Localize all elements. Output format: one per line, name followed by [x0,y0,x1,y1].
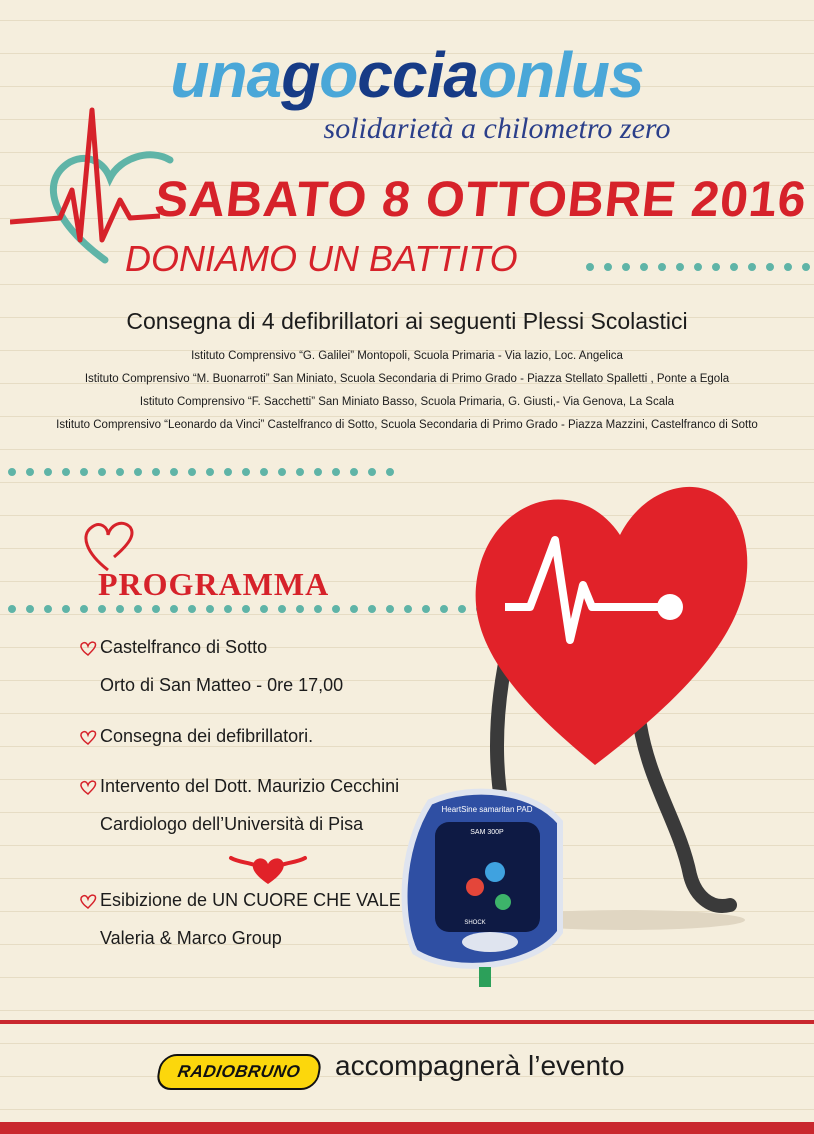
heart-bullet-icon [78,779,98,795]
logo-part-onlus: onlus [477,39,644,111]
programma-item-line1: Castelfranco di Sotto [100,637,268,657]
logo-part-g: g [281,39,320,111]
device-model-label: SAM 300P [470,829,504,836]
programma-item-line2: Orto di San Matteo - 0re 17,00 [100,675,344,695]
device-button-label: SHOCK [464,920,486,926]
logo-part-una: una [170,39,282,111]
programma-item-line1: Esibizione de UN CUORE CHE VALE [100,890,401,910]
heart-bullet-icon [78,640,98,656]
logo-part-ccia: ccia [357,39,478,111]
event-subtitle: DONIAMO UN BATTITO [125,238,518,279]
heart-bullet-icon [78,729,98,745]
footer-divider [0,1020,814,1024]
dotted-divider [585,260,810,274]
logo-part-drop: o [319,39,358,111]
programma-title: PROGRAMMA [98,566,330,602]
school-line: Istituto Comprensivo “M. Buonarroti” San Miniato, Scuola Secondaria di Primo Grado - Piazza Stellato Spalletti , Ponte a Egola [84,373,730,385]
delivery-heading: Consegna di 4 defibrillatori ai seguenti Plessi Scolastici [126,308,688,334]
hugging-heart-icon [228,850,308,886]
footer-bottom-bar [0,1122,814,1134]
radio-bruno-logo: RADIOBRUNO [155,1054,323,1090]
programma-item-line1: Intervento del Dott. Maurizio Cecchini [100,776,400,796]
event-date: SABATO 8 OTTOBRE 2016 [152,171,810,227]
programma-item-line2: Cardiologo dell’Università di Pisa [100,814,364,834]
heart-bullet-icon [78,893,98,909]
dotted-divider [0,465,410,479]
programma-item-line1: Consegna dei defibrillatori. [100,726,314,746]
school-line: Istituto Comprensivo “F. Sacchetti” San Miniato Basso, Scuola Primaria, G. Giusti,- Via Genova, La Scala [139,396,675,408]
school-line: Istituto Comprensivo “Leonardo da Vinci” Castelfranco di Sotto, Scuola Secondaria di Primo Grado - Piazza Mazzini, Castelfranco di Sotto [56,419,758,431]
defibrillator-device-icon [395,782,567,987]
programma-item-line2: Valeria & Marco Group [100,928,282,948]
device-brand-label: HeartSine samaritan PAD [441,805,533,814]
footer-text: accompagnerà l’evento [335,1050,625,1081]
tagline: solidarietà a chilometro zero [323,112,671,145]
school-line: Istituto Comprensivo “G. Galilei” Montopoli, Scuola Primaria - Via lazio, Loc. Angelica [191,350,623,362]
